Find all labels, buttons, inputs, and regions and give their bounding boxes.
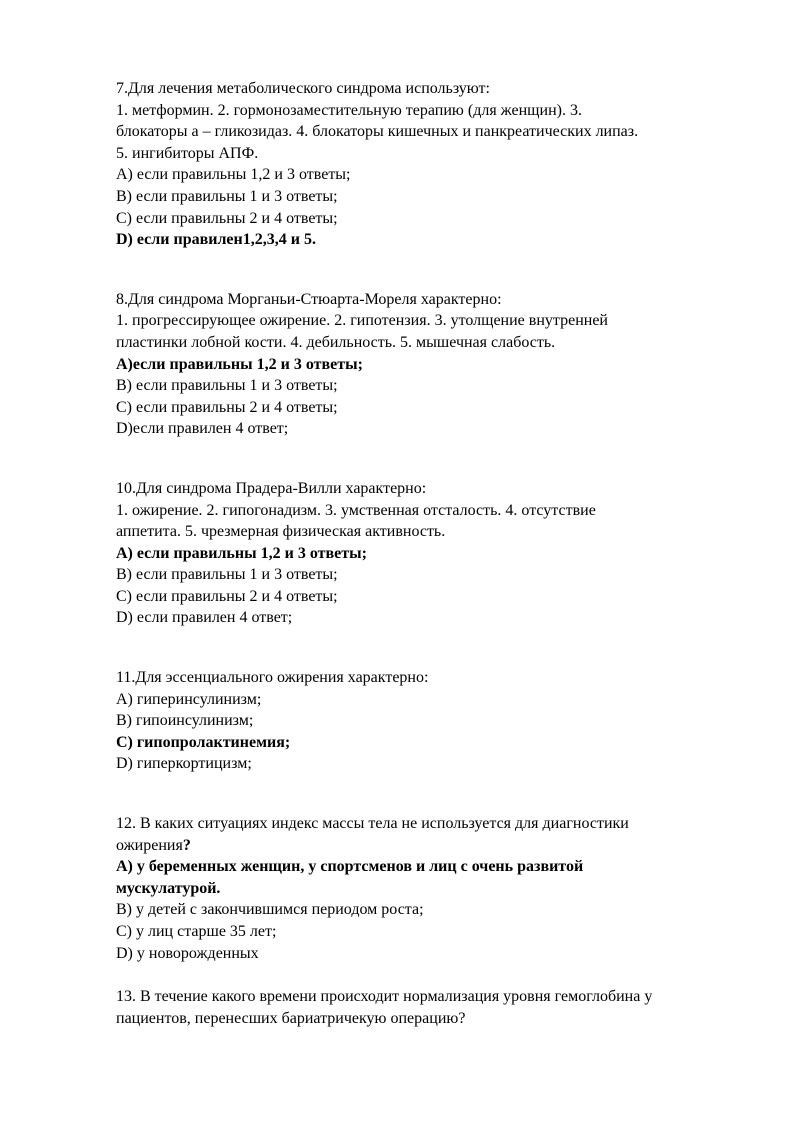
answer-option-d: D) если правилен 4 ответ; xyxy=(116,609,293,627)
question-10 xyxy=(116,478,756,629)
spacer xyxy=(116,251,756,289)
question-7 xyxy=(116,78,756,251)
question-stem: 11.Для эссенциального ожирения характерно: xyxy=(116,669,429,687)
answer-option-c: С) если правильны 2 и 4 ответы; xyxy=(116,398,338,416)
answer-option-a-correct: А) у беременных женщин, у спортсменов и лиц с очень развитой xyxy=(116,858,584,876)
answer-option-b: В) гипоинсулинизм; xyxy=(116,712,254,730)
answer-option-c-correct: С) гипопролактинемия; xyxy=(116,733,291,751)
answer-option-d-correct: D) если правилен1,2,3,4 и 5. xyxy=(116,231,316,249)
spacer xyxy=(116,775,756,813)
answer-option-a: А) гиперинсулинизм; xyxy=(116,690,262,708)
answer-option-a-correct-continued: мускулатурой. xyxy=(116,879,221,897)
answer-option-a-correct: А) если правильны 1,2 и 3 ответы; xyxy=(116,544,367,562)
question-stem: 8.Для синдрома Морганьи-Стюарта-Мореля характерно: xyxy=(116,290,502,308)
question-stem: 1. метформин. 2. гормонозаместительную терапию (для женщин). 3. xyxy=(116,101,582,119)
question-13 xyxy=(116,986,756,1029)
question-stem: аппетита. 5. чрезмерная физическая активность. xyxy=(116,523,446,541)
question-stem-last xyxy=(116,835,756,857)
question-stem: 10.Для синдрома Прадера-Вилли характерно: xyxy=(116,479,427,497)
answer-option-c: С) если правильны 2 и 4 ответы; xyxy=(116,587,338,605)
document-page xyxy=(116,78,756,1029)
answer-option-d: D)если правилен 4 ответ; xyxy=(116,420,289,438)
answer-option-b: В) если правильны 1 и 3 ответы; xyxy=(116,187,338,205)
answer-option-b: В) если правильны 1 и 3 ответы; xyxy=(116,566,338,584)
answer-option-b: В) если правильны 1 и 3 ответы; xyxy=(116,377,338,395)
spacer xyxy=(116,629,756,667)
answer-option-a: А) если правильны 1,2 и 3 ответы; xyxy=(116,166,351,184)
answer-option-c: С) если правильны 2 и 4 ответы; xyxy=(116,209,338,227)
question-11 xyxy=(116,667,756,775)
answer-option-d: D) у новорожденных xyxy=(116,944,259,962)
question-mark: ? xyxy=(182,836,191,854)
question-stem: 7.Для лечения метаболического синдрома используют: xyxy=(116,80,490,97)
question-stem: 1. ожирение. 2. гипогонадизм. 3. умственная отсталость. 4. отсутствие xyxy=(116,501,596,519)
question-stem: пластинки лобной кости. 4. дебильность. 5. мышечная слабость. xyxy=(116,333,556,351)
question-stem: пациентов, перенесших бариатричекую операцию? xyxy=(116,1009,466,1027)
question-12 xyxy=(116,813,756,964)
question-stem: 5. ингибиторы АПФ. xyxy=(116,144,259,162)
spacer xyxy=(116,440,756,478)
answer-option-d: D) гиперкортицизм; xyxy=(116,755,252,773)
answer-option-c: С) у лиц старше 35 лет; xyxy=(116,923,277,940)
spacer xyxy=(116,964,756,986)
question-stem: 12. В каких ситуациях индекс массы тела не используется для диагностики xyxy=(116,815,629,833)
question-stem: 1. прогрессирующее ожирение. 2. гипотензия. 3. утолщение внутренней xyxy=(116,312,608,330)
question-stem: блокаторы а – гликозидаз. 4. блокаторы кишечных и панкреатических липаз. xyxy=(116,123,639,141)
answer-option-b: В) у детей с закончившимся периодом роста; xyxy=(116,901,424,919)
question-8 xyxy=(116,289,756,440)
answer-option-a-correct: А)если правильны 1,2 и 3 ответы; xyxy=(116,355,363,373)
question-stem-text: ожирения xyxy=(116,836,183,854)
question-stem: 13. В течение какого времени происходит нормализация уровня гемоглобина у xyxy=(116,988,653,1006)
